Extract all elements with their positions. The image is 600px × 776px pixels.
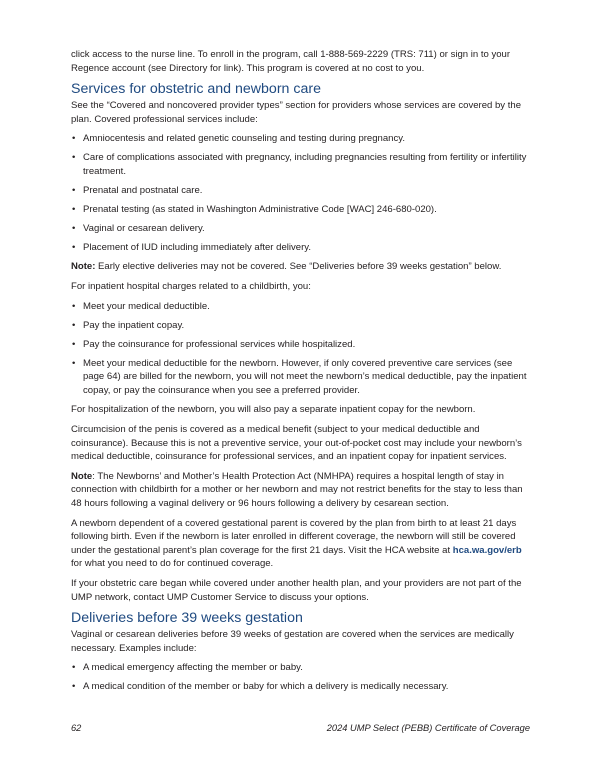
list-item: • Placement of IUD including immediately after delivery. <box>71 241 533 255</box>
hca-website-link[interactable]: hca.wa.gov/erb <box>452 544 522 556</box>
list-item: • Meet your medical deductible for the newborn. However, if only covered preventive care services (see page 64) are billed for the newborn, you will not meet the newborn’s medical deductible, pay the inpatient copay, or pay the coinsurance when you see a preferred provider. <box>71 357 533 398</box>
list-item: • Pay the inpatient copay. <box>71 319 533 333</box>
list-item: • Meet your medical deductible. <box>71 300 533 314</box>
newborn-copay-paragraph: For hospitalization of the newborn, you will also pay a separate inpatient copay for the newborn. <box>71 404 476 416</box>
list-item: • Care of complications associated with pregnancy, including pregnancies resulting from fertility or infertility treatment. <box>71 151 533 178</box>
note-text: : The Newborns’ and Mother’s Health Protection Act (NMHPA) requires a hospital length of stay in connection with childbirth for a mother or her newborn and may not restrict benefits for the stay to less than 48 hours following a vaginal delivery or 96 hours following a delivery by cesarean section. <box>71 470 523 509</box>
list-item: • Vaginal or cesarean delivery. <box>71 222 533 236</box>
section-heading-obstetric: Services for obstetric and newborn care <box>71 81 321 98</box>
inpatient-intro: For inpatient hospital charges related to a childbirth, you: <box>71 281 311 293</box>
circumcision-paragraph: Circumcision of the penis is covered as a medical benefit (subject to your medical deductible and coinsurance). Because this is not a preventive service, your out-of-pocket cost may include your newborn’s medical deductible, coinsurance for professional services, and an inpatient copay for inpatient services. <box>71 424 522 463</box>
list-item: • A medical emergency affecting the member or baby. <box>71 661 533 675</box>
section-intro-deliveries: Vaginal or cesarean deliveries before 39 weeks of gestation are covered when the services are medically necessary. Examples include: <box>71 629 514 654</box>
page-footer <box>71 723 530 733</box>
list-item: • Prenatal and postnatal care. <box>71 184 533 198</box>
section-intro-obstetric: See the “Covered and noncovered provider types” section for providers whose services are covered by the plan. Covered professional services include: <box>71 100 521 125</box>
page-number: 62 <box>71 723 82 733</box>
paragraph-text: for what you need to do for continued coverage. <box>71 558 274 570</box>
intro-paragraph: click access to the nurse line. To enroll in the program, call 1-888-569-2229 (TRS: 711) or sign in to your Regence account (see Directory for link). This program is covered at no cost to you. <box>71 49 511 74</box>
paragraph-text: A newborn dependent of a covered gestational parent is covered by the plan from birth to at least 21 days following birth. Even if the newborn is later enrolled in different coverage, the newborn will still be covered under the gestational parent’s plan coverage for the first 21 days. Visit the HCA website at <box>71 517 517 556</box>
note-label: Note <box>71 470 93 482</box>
list-item: • Amniocentesis and related genetic counseling and testing during pregnancy. <box>71 132 533 146</box>
note-elective <box>71 260 533 274</box>
document-title: 2024 UMP Select (PEBB) Certificate of Coverage <box>326 723 530 733</box>
note-text: Early elective deliveries may not be covered. See “Deliveries before 39 weeks gestation” below. <box>95 261 502 273</box>
note-nmhpa <box>71 470 533 511</box>
list-item: • A medical condition of the member or baby for which a delivery is medically necessary. <box>71 680 533 694</box>
covered-services-list <box>71 132 533 254</box>
other-plan-paragraph: If your obstetric care began while covered under another health plan, and your providers are not part of the UMP network, contact UMP Customer Service to discuss your options. <box>71 577 522 603</box>
inpatient-charges-list <box>71 300 533 398</box>
page-content <box>71 48 533 700</box>
list-item: • Prenatal testing (as stated in Washington Administrative Code [WAC] 246-680-020). <box>71 203 533 217</box>
list-item: • Pay the coinsurance for professional services while hospitalized. <box>71 338 533 352</box>
newborn-dependent-paragraph <box>71 517 533 571</box>
note-label: Note: <box>71 261 96 273</box>
delivery-examples-list <box>71 661 533 694</box>
section-heading-deliveries: Deliveries before 39 weeks gestation <box>71 610 303 627</box>
